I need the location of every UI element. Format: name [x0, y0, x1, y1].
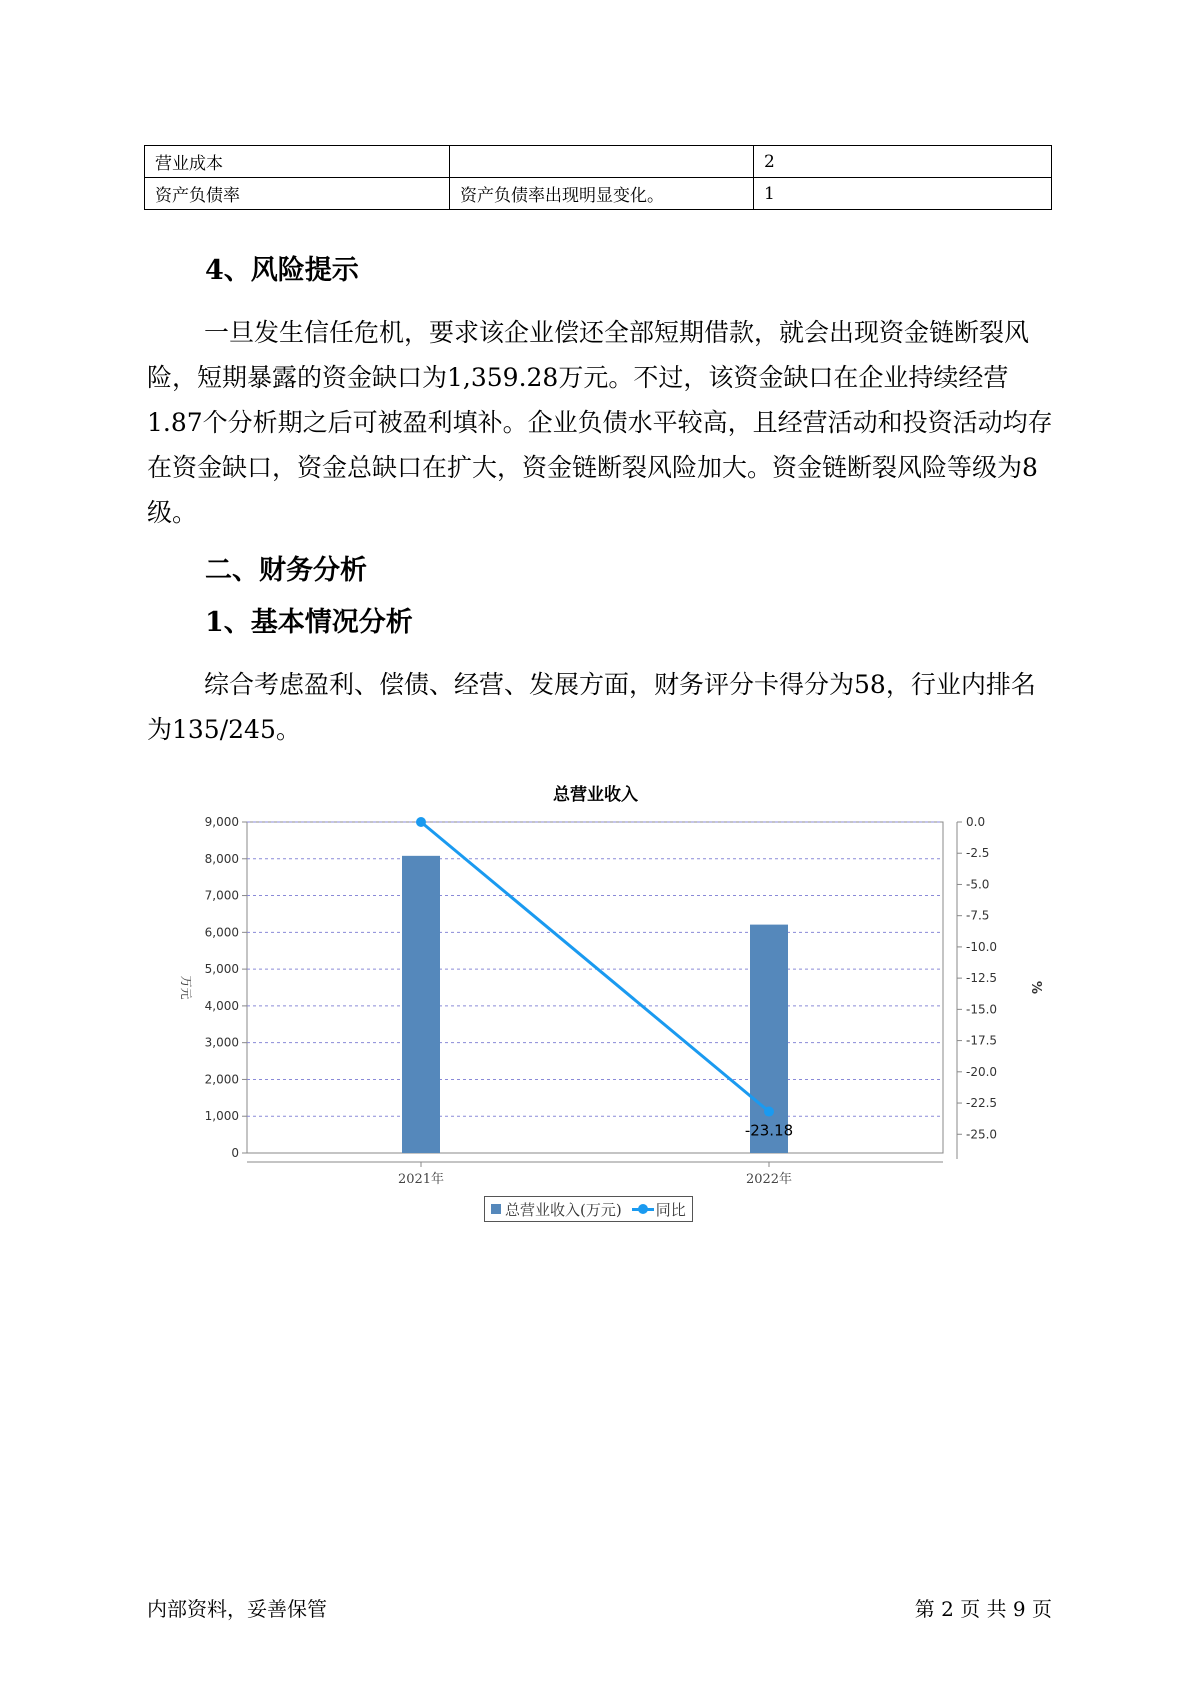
data-label: -23.18	[744, 1121, 794, 1140]
table-cell-score: 1	[754, 178, 1052, 210]
legend-line-label: 同比	[655, 1200, 686, 1219]
y-axis-label: 万元	[179, 975, 193, 1000]
y-right-tick-label: -5.0	[966, 877, 990, 892]
legend-bar-swatch	[491, 1204, 501, 1214]
y-tick-label: 9,000	[204, 815, 239, 829]
basic-analysis-heading: 1、基本情况分析	[205, 607, 413, 638]
line-point	[764, 1107, 774, 1117]
y-right-tick-label: 0.0	[966, 815, 986, 829]
bar	[402, 856, 440, 1153]
y-right-tick-label: -12.5	[966, 971, 998, 986]
risk-factor-table	[144, 145, 1052, 210]
y-tick-label: 0	[231, 1146, 239, 1160]
y-tick-label: 7,000	[204, 888, 239, 903]
table-cell-item: 资产负债率	[145, 178, 450, 210]
y-tick-label: 5,000	[204, 962, 239, 977]
chart-title: 总营业收入	[553, 785, 638, 805]
line-series	[421, 822, 769, 1112]
y-tick-label: 1,000	[204, 1109, 239, 1124]
table-cell-desc	[450, 146, 754, 178]
plot-frame	[247, 822, 943, 1153]
y-tick-label: 3,000	[204, 1035, 239, 1050]
chart-legend	[484, 1196, 693, 1222]
y-right-tick-label: -15.0	[966, 1002, 998, 1017]
y-right-tick-label: -7.5	[966, 908, 990, 923]
x-tick-label: 2022年	[745, 1172, 793, 1187]
y-right-tick-label: -25.0	[966, 1127, 998, 1142]
finance-heading: 二、财务分析	[205, 555, 367, 586]
y-tick-label: 4,000	[204, 998, 239, 1013]
table-row	[145, 146, 1052, 178]
table-row	[145, 178, 1052, 210]
line-point	[416, 817, 426, 827]
legend-line-swatch	[632, 1208, 654, 1211]
y-right-tick-label: -10.0	[966, 939, 998, 954]
footer-page-number: 第 2 页 共 9 页	[914, 1597, 1052, 1621]
y-tick-label: 2,000	[204, 1072, 239, 1087]
table-cell-score: 2	[754, 146, 1052, 178]
table-cell-item: 营业成本	[145, 146, 450, 178]
y-right-tick-label: -22.5	[966, 1096, 998, 1111]
bar	[750, 925, 788, 1153]
legend-bar-label: 总营业收入(万元)	[505, 1200, 622, 1219]
footer-confidential: 内部资料，妥善保管	[147, 1597, 327, 1621]
y-tick-label: 6,000	[204, 925, 239, 940]
x-tick-label: 2021年	[397, 1172, 445, 1187]
y-right-tick-label: -2.5	[966, 846, 990, 861]
y-tick-label: 8,000	[204, 851, 239, 866]
table-cell-desc: 资产负债率出现明显变化。	[450, 178, 754, 210]
risk-paragraph: 一旦发生信任危机，要求该企业偿还全部短期借款，就会出现资金链断裂风险，短期暴露的资金缺口为1,359.28万元。不过，该资金缺口在企业持续经营 1.87个分析期之后可被盈利填补。企业负债水平较高，且经营活动和投资活动均存在资金缺口，资金总缺口在扩大，资金链断裂风险加大。资金链断裂风险等级为8级。	[147, 318, 1053, 527]
y-right-axis-label: %	[1028, 980, 1043, 995]
y-right-tick-label: -20.0	[966, 1064, 998, 1079]
y-right-tick-label: -17.5	[966, 1033, 998, 1048]
basic-analysis-paragraph: 综合考虑盈利、偿债、经营、发展方面，财务评分卡得分为58，行业内排名为135/245。	[147, 670, 1036, 744]
risk-heading: 4、风险提示	[205, 255, 359, 286]
revenue-chart	[170, 805, 1050, 1190]
